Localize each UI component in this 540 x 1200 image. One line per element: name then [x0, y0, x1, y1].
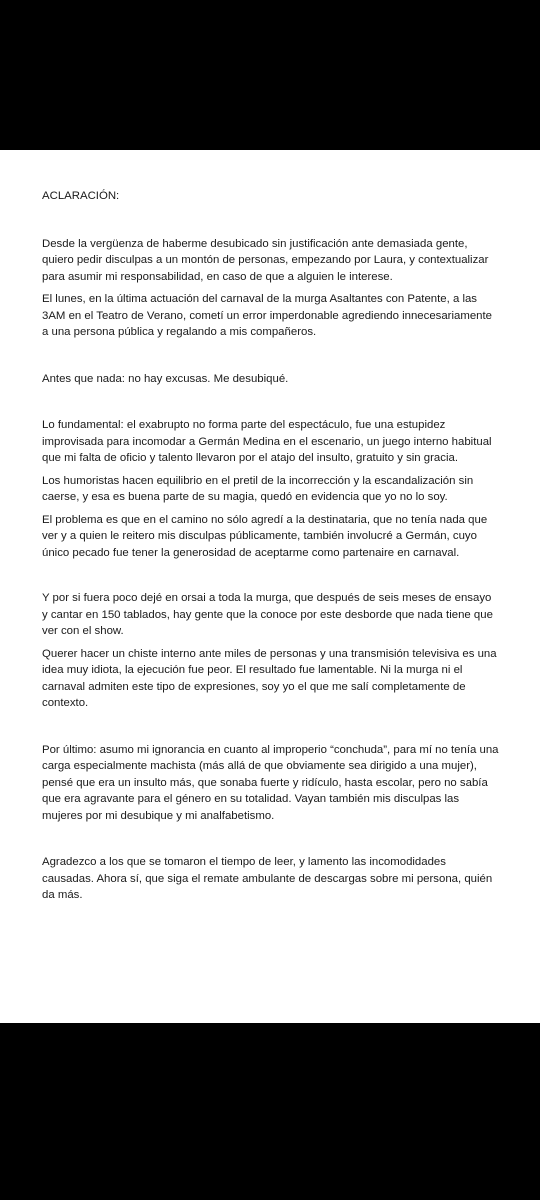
paragraph-7: Y por si fuera poco dejé en orsai a toda la murga, que después de seis meses de ensayo y cantar en 150 tablados, hay gente que la conoce por este desborde que nada tiene que ver con el show.	[42, 592, 493, 637]
paragraph-9: Por último: asumo mi ignorancia en cuanto al improperio “conchuda”, para mí no tenía una carga especialmente machista (más allá de que obviamente sea dirigido a una mujer), pensé que era un insulto más, que sonaba fuerte y ridículo, hasta escolar, pero no sabía que era agravante para el género en su totalidad. Vayan también mis disculpas las mujeres por mi desubique y mi analfabetismo.	[42, 743, 499, 822]
paragraph-2: El lunes, en la última actuación del carnaval de la murga Asaltantes con Patente, a las 3AM en el Teatro de Verano, cometí un error imperdonable agrediendo innecesariamente a una persona pública y regalando a mis compañeros.	[42, 293, 492, 338]
document-page	[0, 150, 540, 1023]
paragraph-1: Desde la vergüenza de haberme desubicado sin justificación ante demasiada gente, quiero pedir disculpas a un montón de personas, empezando por Laura, y contextualizar para asumir mi responsabilidad, en caso de que a alguien le interese.	[42, 237, 489, 283]
paragraph-8: Querer hacer un chiste interno ante miles de personas y una transmisión televisiva es una idea muy idiota, la ejecución fue peor. El resultado fue lamentable. Ni la murga ni el carnaval admiten este tipo de expresiones, soy yo el que me salí completamente de contexto.	[42, 647, 497, 709]
paragraph-6: El problema es que en el camino no sólo agredí a la destinataria, que no tenía nada que ver y a quien le reitero mis disculpas públicamente, también involucré a Germán, cuyo único pecado fue tener la generosidad de aceptarme como partenaire en carnaval.	[42, 513, 488, 559]
paragraph-3: Antes que nada: no hay excusas. Me desubiqué.	[42, 372, 289, 385]
paragraph-10: Agradezco a los que se tomaron el tiempo de leer, y lamento las incomodidades causadas. Ahora sí, que siga el remate ambulante de descargas sobre mi persona, quién da más.	[42, 856, 493, 901]
document-body	[42, 188, 500, 904]
paragraph-5: Los humoristas hacen equilibrio en el pretil de la incorrección y la escandalización sin caerse, y esa es buena parte de su magia, quedó en evidencia que yo no lo soy.	[42, 474, 474, 503]
paragraph-4: Lo fundamental: el exabrupto no forma parte del espectáculo, fue una estupidez improvisada para incomodar a Germán Medina en el escenario, un juego interno habitual que mi falta de oficio y talento llevaron por el atajo del insulto, gratuito y sin gracia.	[42, 419, 492, 464]
document-heading: ACLARACIÓN:	[42, 190, 120, 202]
